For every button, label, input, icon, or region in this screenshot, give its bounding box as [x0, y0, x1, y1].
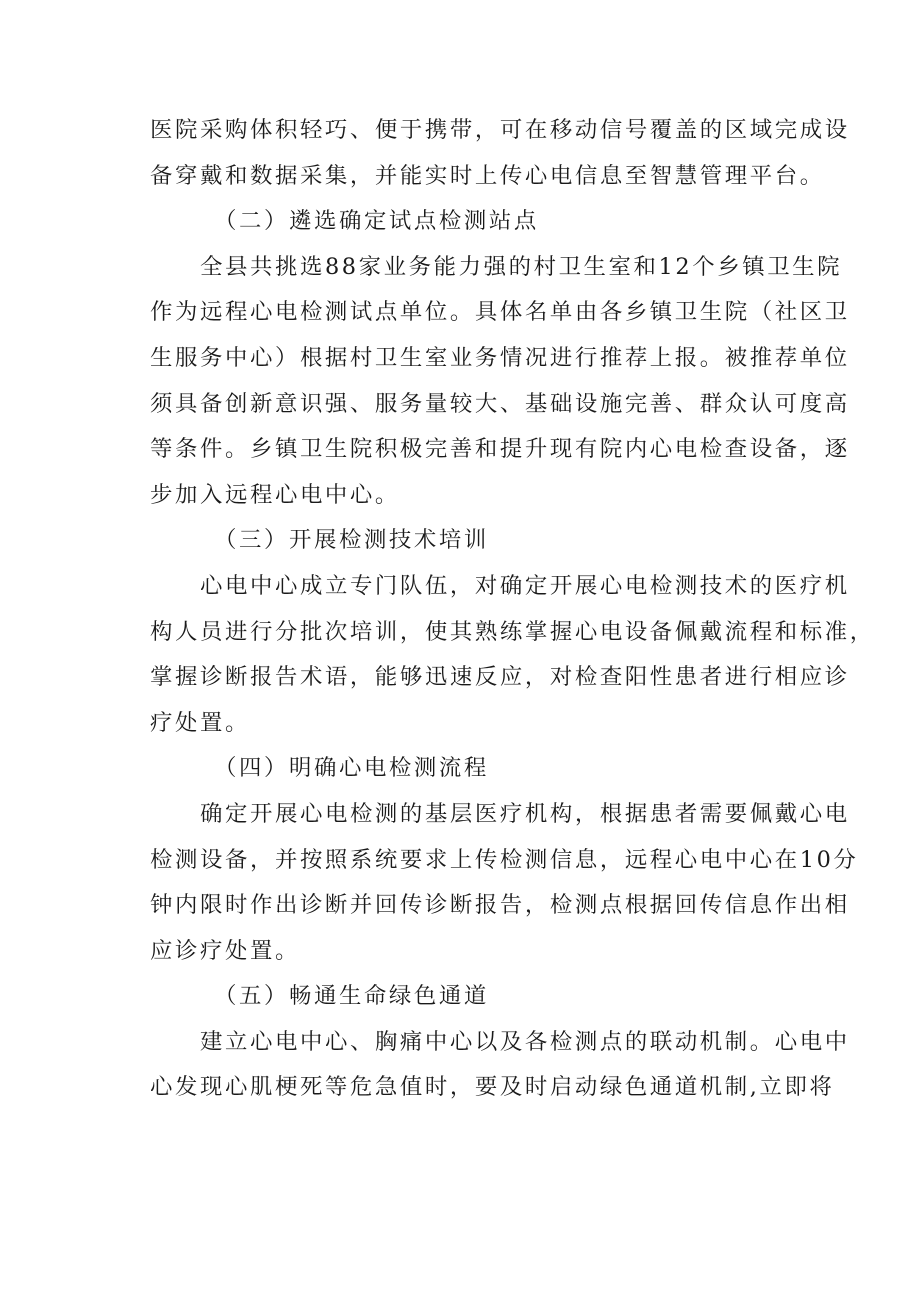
body-line: 步加入远程心电中心。 [150, 481, 400, 508]
section-heading: （二）遴选确定试点检测站点 [214, 208, 539, 235]
body-line: 心发现心肌梗死等危急值时，要及时启动绿色通道机制,立即将 [150, 1074, 835, 1101]
section-heading: （四）明确心电检测流程 [214, 755, 489, 782]
body-line: 等条件。乡镇卫生院积极完善和提升现有院内心电检查设备，逐 [150, 436, 850, 463]
paragraph-first-line: 建立心电中心、胸痛中心以及各检测点的联动机制。心电中 [200, 1028, 850, 1055]
paragraph-first-line: 心电中心成立专门队伍，对确定开展心电检测技术的医疗机 [200, 572, 850, 599]
body-line: 生服务中心）根据村卫生室业务情况进行推荐上报。被推荐单位 [150, 344, 850, 371]
body-line: 须具备创新意识强、服务量较大、基础设施完善、群众认可度高 [150, 390, 850, 417]
body-line: 掌握诊断报告术语，能够迅速反应，对检查阳性患者进行相应诊 [150, 664, 850, 691]
body-line: 应诊疗处置。 [150, 937, 300, 964]
paragraph-first-line: 全县共挑选88家业务能力强的村卫生室和12个乡镇卫生院 [200, 253, 843, 280]
section-heading: （三）开展检测技术培训 [214, 527, 489, 554]
body-line: 作为远程心电检测试点单位。具体名单由各乡镇卫生院（社区卫 [150, 299, 850, 326]
body-line: 医院采购体积轻巧、便于携带，可在移动信号覆盖的区域完成设 [150, 117, 850, 143]
body-line: 检测设备，并按照系统要求上传检测信息，远程心电中心在10分 [150, 846, 859, 873]
document-body [150, 108, 875, 1111]
body-line: 钟内限时作出诊断并回传诊断报告，检测点根据回传信息作出相 [150, 892, 850, 919]
body-line: 疗处置。 [150, 709, 250, 736]
section-heading: （五）畅通生命绿色通道 [214, 983, 489, 1010]
body-line: 构人员进行分批次培训，使其熟练掌握心电设备佩戴流程和标准， [150, 618, 875, 645]
body-line: 备穿戴和数据采集，并能实时上传心电信息至智慧管理平台。 [150, 162, 825, 189]
paragraph-first-line: 确定开展心电检测的基层医疗机构，根据患者需要佩戴心电 [200, 800, 850, 827]
